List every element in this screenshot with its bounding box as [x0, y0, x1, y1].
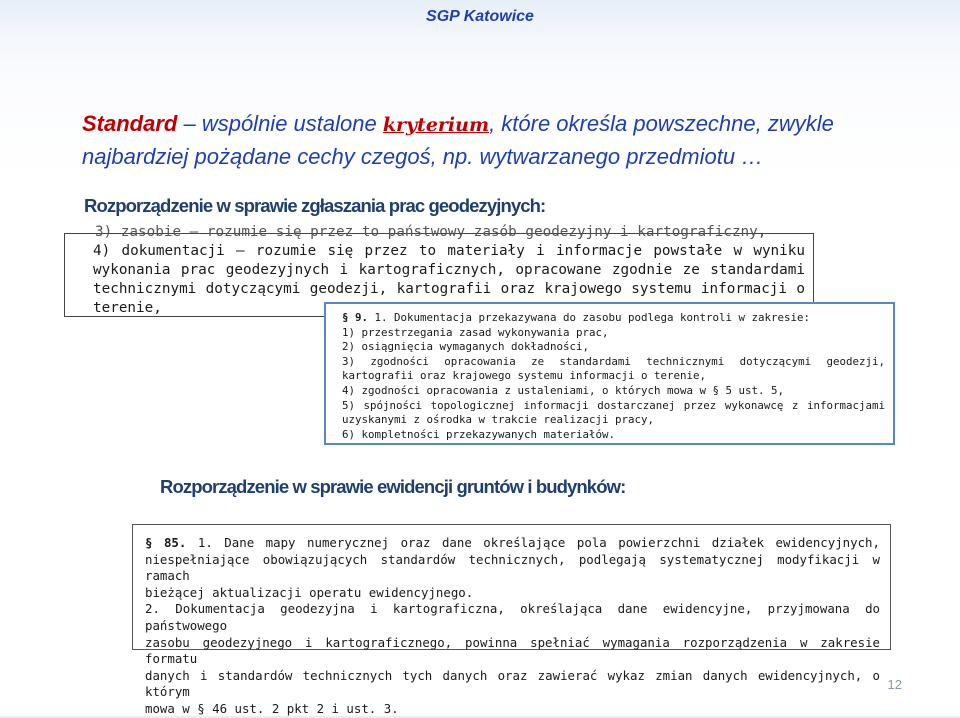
excerpt-line: wykonania prac geodezyjnych i kartograficznych, opracowane zgodnie ze standardami [93, 262, 805, 278]
heading-ewidencja-gruntow: Rozporządzenie w sprawie ewidencji gruntów i budynków: [160, 476, 626, 497]
excerpt-cut-line: 3) zasobie – rozumie się przez to państwowy zasób geodezyjny i kartograficzny, [95, 224, 767, 240]
paragraph-sign: § 9. [342, 311, 369, 324]
list-item: 1) przestrzegania zasad wykonywania prac, [342, 325, 609, 339]
list-item: kartografii oraz krajowego systemu informacji o terenie, [342, 369, 707, 383]
excerpt-line: 2. Dokumentacja geodezyjna i kartograficzna, określająca dane ewidencyjne, przyjmowana do państwowego [145, 601, 880, 633]
excerpt-paragraph-9 [324, 302, 895, 445]
heading-zglaszanie-prac: Rozporządzenie w sprawie zgłaszania prac geodezyjnych: [84, 195, 546, 216]
definition-keyword: kryterium [382, 114, 490, 136]
page-number: 12 [887, 677, 902, 692]
excerpt-intro-line [342, 311, 885, 326]
list-item: 3) zgodności opracowania ze standardami technicznymi dotyczącymi geodezji, [342, 354, 885, 368]
definition-term: Standard [82, 111, 178, 136]
standard-definition [82, 108, 912, 172]
excerpt-line [145, 535, 880, 552]
list-item: 5) spójności topologicznej informacji dostarczanej przez wykonawcę z informacjami [342, 398, 885, 412]
excerpt-line: technicznymi dotyczącymi geodezji, kartografii oraz krajowego systemu informacji o [93, 281, 805, 297]
list-item: 2) osiągnięcia wymaganych dokładności, [342, 340, 590, 354]
excerpt-line: 4) dokumentacji – rozumie się przez to materiały i informacje powstałe w wyniku [93, 243, 805, 259]
excerpt-line: bieżącej aktualizacji operatu ewidencyjnego. [145, 584, 474, 600]
list-item: 4) zgodności opracowania z ustaleniami, o których mowa w § 5 ust. 5, [342, 383, 785, 397]
excerpt-intro-text: 1. Dokumentacja przekazywana do zasobu podlega kontroli w zakresie: [368, 311, 811, 324]
definition-dash-text: – wspólnie ustalone [177, 111, 383, 136]
presentation-header: SGP Katowice [426, 8, 534, 25]
excerpt-line: danych i standardów technicznych tych danych oraz zawierać wykaz zmian danych ewidencyjnych, o którym [145, 667, 880, 700]
list-item: 6) kompletności przekazywanych materiałów. [342, 427, 616, 441]
excerpt-line-text: 1. Dane mapy numerycznej oraz dane określające pola powierzchni działek ewidencyjnych, [186, 535, 880, 550]
paragraph-sign: § 85. [145, 535, 187, 550]
excerpt-line: terenie, [93, 300, 162, 316]
list-item: uzyskanymi z ośrodka w trakcie realizacji pracy, [342, 413, 655, 427]
excerpt-paragraph-85 [132, 524, 891, 716]
excerpt-line: niespełniające obowiązujących standardów technicznych, podlegają systematycznej modyfikacji w ramach [145, 551, 880, 584]
excerpt-line: zasobu geodezyjnego i kartograficznego, powinna spełniać wymagania rozporządzenia w zakresie formatu [145, 634, 880, 667]
excerpt-line: mowa w § 46 ust. 2 pkt 2 i ust. 3. [145, 700, 399, 716]
definition-rest-text: , które określa powszechne, zwykle najbardziej pożądane cechy czegoś, np. wytwarzanego przedmiotu … [82, 111, 834, 169]
